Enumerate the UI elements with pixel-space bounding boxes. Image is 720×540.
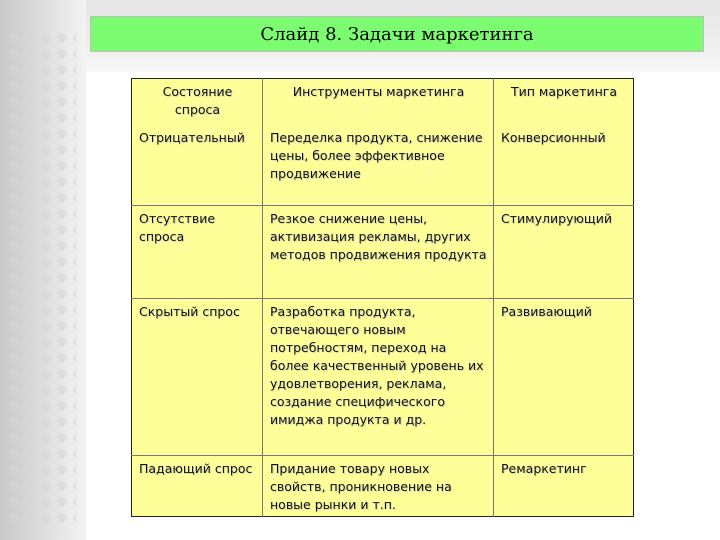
- header-marketing-type: Тип маркетинга: [494, 79, 634, 126]
- cell-tools: Разработка продукта, отвечающего новым потребностям, переход на более качественный уровень их удовлетворения, реклама, создание специфического имиджа продукта и др.: [263, 299, 494, 456]
- marketing-tasks-table: [131, 78, 634, 517]
- header-marketing-tools: Инструменты маркетинга: [263, 79, 494, 126]
- table-row: [132, 299, 634, 456]
- cell-demand: Отрицательный: [132, 125, 263, 206]
- cell-type: Конверсионный: [501, 130, 606, 145]
- cell-tools: Придание товару новых свойств, проникновение на новые рынки и т.п.: [263, 456, 494, 517]
- slide-title-bar: [90, 16, 704, 52]
- cell-tools: Резкое снижение цены, активизация рекламы, других методов продвижения продукта: [263, 206, 494, 299]
- cell-tools: Переделка продукта, снижение цены, более эффективное продвижение: [263, 125, 494, 206]
- table-row: [132, 125, 634, 206]
- header-demand-state: Состояние спроса: [132, 79, 263, 126]
- cell-demand: Скрытый спрос: [132, 299, 263, 456]
- cell-type: Ремаркетинг: [494, 456, 634, 517]
- table-header-row: [132, 79, 634, 126]
- cell-type: Стимулирующий: [494, 206, 634, 299]
- cell-demand: Падающий спрос: [132, 456, 263, 517]
- table-row: [132, 456, 634, 517]
- background-pattern: [6, 30, 76, 530]
- cell-type: Развивающий: [494, 299, 634, 456]
- cell-demand: Отсутствие спроса: [132, 206, 263, 299]
- table-row: [132, 206, 634, 299]
- slide-title: Слайд 8. Задачи маркетинга: [260, 23, 534, 45]
